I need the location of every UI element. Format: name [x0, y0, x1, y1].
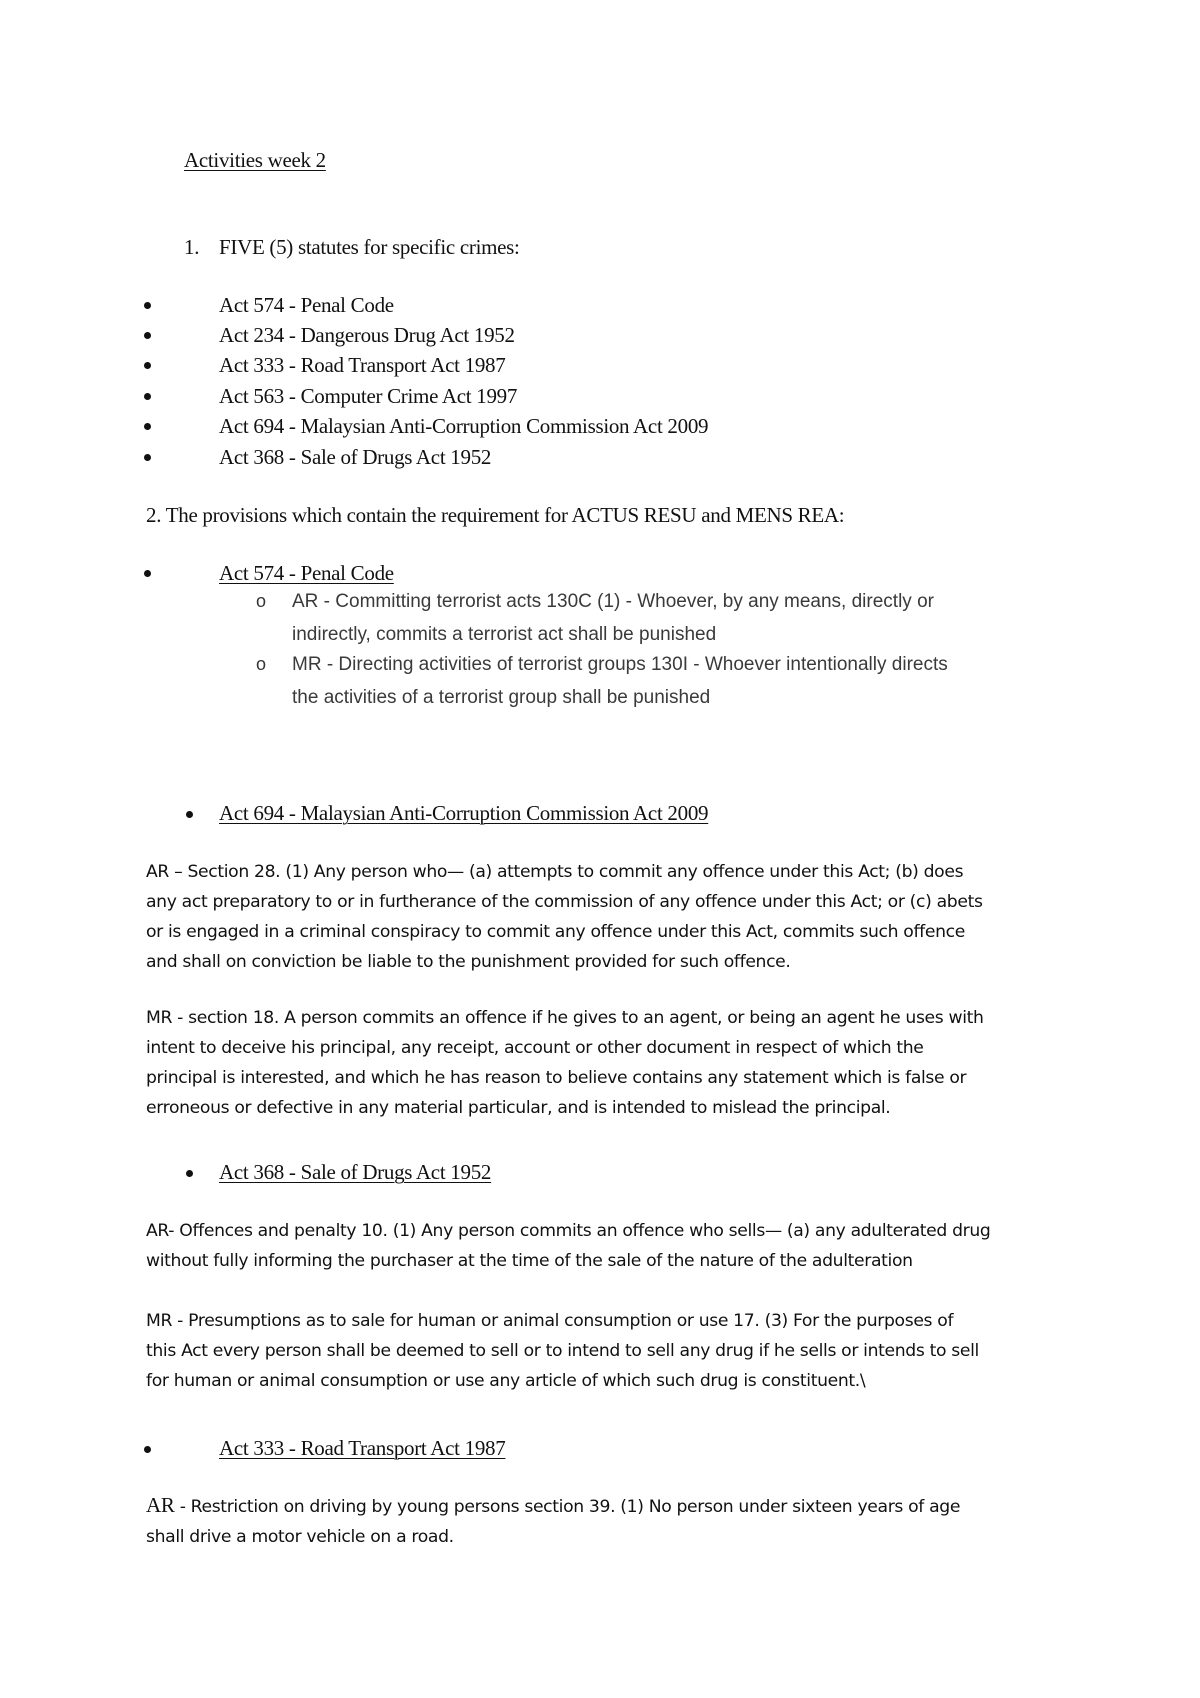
- paragraph-line: AR- Offences and penalty 10. (1) Any person commits an offence who sells— (a) any adulterated drug: [146, 1221, 991, 1241]
- sub-bullet-marker: o: [256, 654, 267, 674]
- paragraph-line: and shall on conviction be liable to the punishment provided for such offence.: [146, 952, 791, 972]
- bullet-icon: [144, 1446, 151, 1453]
- paragraph-line: principal is interested, and which he has reason to believe contains any statement which is false or: [146, 1068, 967, 1088]
- bullet-icon: [144, 362, 151, 369]
- list-item: Act 563 - Computer Crime Act 1997: [219, 384, 518, 408]
- paragraph-line: shall drive a motor vehicle on a road.: [146, 1527, 454, 1547]
- sale-of-drugs-title: Act 368 - Sale of Drugs Act 1952: [219, 1160, 492, 1184]
- paragraph-line: intent to deceive his principal, any receipt, account or other document in respect of which the: [146, 1038, 924, 1058]
- macc-ar-paragraph: [146, 857, 1066, 977]
- bullet-icon: [186, 1170, 193, 1177]
- q1-heading: FIVE (5) statutes for specific crimes:: [219, 235, 520, 259]
- list-item: Act 574 - Penal Code: [219, 293, 394, 317]
- q1-number: 1.: [184, 235, 200, 259]
- paragraph-line: without fully informing the purchaser at the time of the sale of the nature of the adulteration: [146, 1251, 913, 1271]
- paragraph-line: erroneous or defective in any material particular, and is intended to mislead the principal.: [146, 1098, 891, 1118]
- ar-prefix: AR: [146, 1493, 175, 1517]
- penal-code-ar-line-1: AR - Committing terrorist acts 130C (1) - Whoever, by any means, directly or: [292, 591, 934, 612]
- road-transport-title: Act 333 - Road Transport Act 1987: [219, 1436, 506, 1460]
- paragraph-line: or is engaged in a criminal conspiracy to commit any offence under this Act, commits such offence: [146, 922, 965, 942]
- paragraph-line: this Act every person shall be deemed to sell or to intend to sell any drug if he sells or intends to sell: [146, 1341, 979, 1361]
- list-item: Act 333 - Road Transport Act 1987: [219, 353, 506, 377]
- bullet-icon: [144, 454, 151, 461]
- paragraph-line: MR - section 18. A person commits an offence if he gives to an agent, or being an agent he uses with: [146, 1008, 984, 1028]
- paragraph-line: any act preparatory to or in furtherance of the commission of any offence under this Act; or (c) abets: [146, 892, 983, 912]
- q2-heading: 2. The provisions which contain the requirement for ACTUS RESU and MENS REA:: [146, 503, 845, 527]
- paragraph-line: for human or animal consumption or use any article of which such drug is constituent.\: [146, 1371, 866, 1391]
- ar-line-rest: - Restriction on driving by young persons section 39. (1) No person under sixteen years of age: [174, 1497, 961, 1517]
- bullet-icon: [144, 423, 151, 430]
- list-item: Act 234 - Dangerous Drug Act 1952: [219, 323, 515, 347]
- penal-code-title: Act 574 - Penal Code: [219, 561, 394, 585]
- paragraph-line: MR - Presumptions as to sale for human or animal consumption or use 17. (3) For the purposes of: [146, 1311, 954, 1331]
- macc-title: Act 694 - Malaysian Anti-Corruption Commission Act 2009: [219, 801, 709, 825]
- bullet-icon: [186, 811, 193, 818]
- macc-mr-paragraph: [146, 1003, 1066, 1123]
- list-item: Act 694 - Malaysian Anti-Corruption Commission Act 2009: [219, 414, 709, 438]
- bullet-icon: [144, 393, 151, 400]
- paragraph-line: AR – Section 28. (1) Any person who— (a) attempts to commit any offence under this Act; (b) does: [146, 862, 964, 882]
- penal-code-ar-line-2: indirectly, commits a terrorist act shall be punished: [292, 624, 717, 645]
- page-title: Activities week 2: [184, 148, 326, 172]
- penal-code-mr-line-1: MR - Directing activities of terrorist groups 130I - Whoever intentionally directs: [292, 654, 948, 675]
- sub-bullet-marker: o: [256, 591, 267, 611]
- bullet-icon: [144, 302, 151, 309]
- bullet-icon: [144, 332, 151, 339]
- list-item: Act 368 - Sale of Drugs Act 1952: [219, 445, 492, 469]
- sale-of-drugs-ar-paragraph: [146, 1216, 1066, 1276]
- road-transport-ar-paragraph: [146, 1490, 1066, 1552]
- paragraph-line: [146, 1490, 1066, 1522]
- sale-of-drugs-mr-paragraph: [146, 1306, 1066, 1396]
- penal-code-mr-line-2: the activities of a terrorist group shall be punished: [292, 687, 711, 708]
- bullet-icon: [144, 570, 151, 577]
